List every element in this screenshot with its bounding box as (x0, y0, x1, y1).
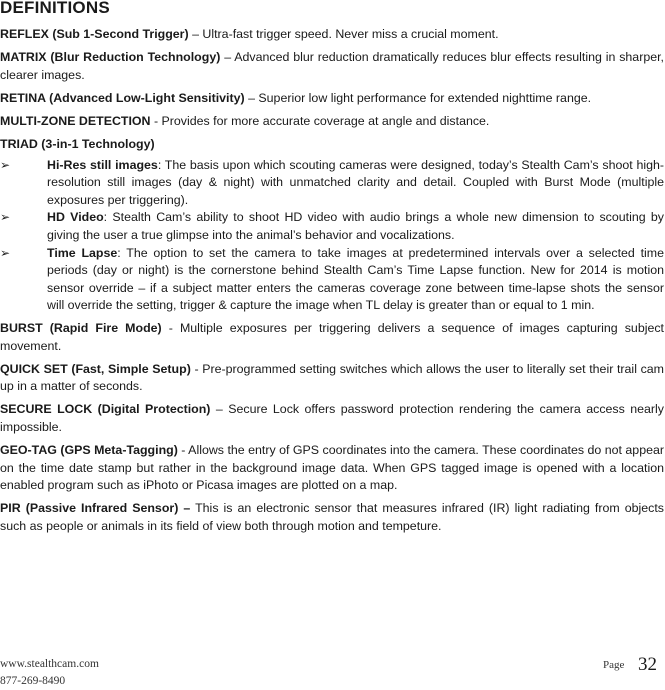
definition-pir (0, 500, 664, 535)
list-item (0, 245, 664, 315)
definition-triad (0, 136, 664, 154)
description: - Pre-programmed setting switches which allows the user to literally set their trail cam up in a matter of seconds. (0, 361, 664, 394)
term: REFLEX (Sub 1-Second Trigger) (0, 27, 189, 41)
phone-number: 877-269-8490 (0, 675, 66, 687)
website-link[interactable]: www.stealthcam.com (0, 658, 99, 670)
definition-geotag (0, 442, 664, 495)
description: – Ultra-fast trigger speed. Never miss a crucial moment. (188, 27, 499, 41)
term: TRIAD (3-in-1 Technology) (0, 136, 155, 151)
term: Time Lapse (47, 245, 118, 260)
description: This is an electronic sensor that measures infrared (IR) light radiating from objects such as people or animals in its field of view both through motion and tempeture. (0, 501, 664, 533)
arrow-bullet-icon: ➢ (0, 210, 11, 225)
definition-reflex (0, 26, 664, 44)
description: - Allows the entry of GPS coordinates into the camera. These coordinates do not appear on the time date stamp but rather in the background image data. When GPS tagged image is opened with a location enabled program such as iPhoto or Picasa images are plotted on a map. (0, 442, 664, 493)
description: : The basis upon which scouting cameras were designed, today’s Stealth Cam’s shoot high-resolution still images (day & night) with unmatched clarity and detail. Coupled with Burst Mode (multiple exposures per triggering). (47, 157, 664, 207)
description: - Provides for more accurate coverage at angle and distance. (150, 113, 490, 128)
list-item (0, 157, 664, 210)
term: QUICK SET (Fast, Simple Setup) (0, 361, 191, 376)
description: : The option to set the camera to take images at predetermined intervals over a selected time periods (day or night) is the cornerstone behind Stealth Cam’s Time Lapse function. New for 2014 is motion sensor override – if a subject matter enters the cameras coverage zone between time-lapse shots the sensor will override the setting, trigger & capture the image when TL delay is greater than or equal to 1 min. (47, 245, 664, 313)
term: MATRIX (Blur Reduction Technology) (0, 50, 221, 65)
definition-burst (0, 320, 664, 355)
definition-multizone (0, 113, 664, 131)
page-number: 32 (638, 654, 657, 675)
arrow-bullet-icon: ➢ (0, 245, 11, 260)
definition-quickset (0, 361, 664, 396)
page-label: Page (603, 659, 625, 671)
term: PIR (Passive Infrared Sensor) – (0, 501, 191, 516)
description: – Advanced blur reduction dramatically reduces blur effects resulting in sharper, clearer images. (0, 50, 664, 82)
description: – Superior low light performance for extended nighttime range. (244, 90, 592, 105)
term: HD Video (47, 210, 104, 225)
description: : Stealth Cam’s ability to shoot HD video with audio brings a whole new dimension to scouting by giving the user a true glimpse into the animal’s behavior and vocalizations. (47, 210, 664, 242)
description: - Multiple exposures per triggering delivers a sequence of images capturing subject movement. (0, 320, 664, 353)
arrow-bullet-icon: ➢ (0, 157, 11, 172)
term: RETINA (Advanced Low-Light Sensitivity) (0, 90, 245, 105)
term: BURST (Rapid Fire Mode) (0, 320, 162, 335)
term: Hi-Res still images (47, 157, 158, 172)
definition-matrix (0, 49, 664, 84)
term: SECURE LOCK (Digital Protection) (0, 402, 211, 417)
page-title: DEFINITIONS (0, 0, 110, 17)
triad-bullet-list (0, 157, 664, 315)
term: MULTI-ZONE DETECTION (0, 113, 151, 128)
definitions-list (0, 26, 664, 541)
list-item (0, 209, 664, 244)
term: GEO-TAG (GPS Meta-Tagging) (0, 442, 178, 457)
description: – Secure Lock offers password protection rendering the camera access nearly impossible. (0, 402, 665, 434)
definition-securelock (0, 401, 664, 436)
footer-contact (0, 656, 99, 690)
definition-retina (0, 90, 664, 108)
